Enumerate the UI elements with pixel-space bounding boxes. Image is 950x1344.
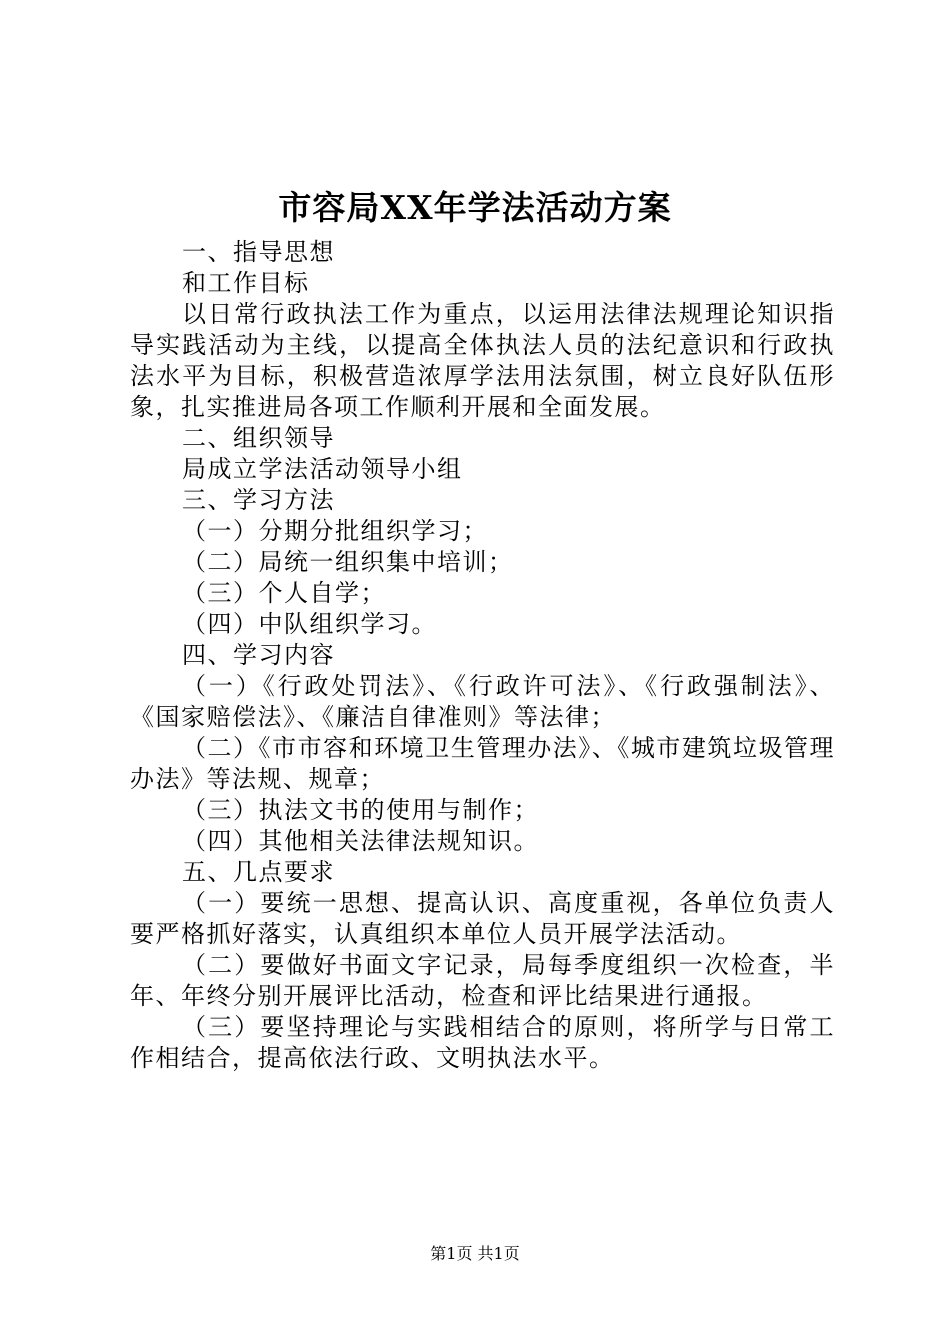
list-item-method-3: （三）个人自学； [182, 579, 386, 607]
list-item-content-1: （一）《行政处罚法》、《行政许可法》、《行政强制法》、《国家赔偿法》、《廉洁自律准则》等法律； [130, 672, 835, 731]
list-item-method-2: （二）局统一组织集中培训； [182, 548, 514, 576]
list-item-content-2: （二）《市市容和环境卫生管理办法》、《城市建筑垃圾管理办法》等法规、规章； [130, 734, 835, 793]
list-item-content-4: （四）其他相关法律法规知识。 [182, 827, 539, 855]
list-item-method-1: （一）分期分批组织学习； [182, 517, 488, 545]
section-subheading-work-goals: 和工作目标 [182, 269, 310, 297]
list-item-requirement-3: （三）要坚持理论与实践相结合的原则，将所学与日常工作相结合，提高依法行政、文明执法水平。 [130, 1013, 835, 1072]
section-heading-organization: 二、组织领导 [182, 424, 335, 452]
list-item-requirement-2: （二）要做好书面文字记录，局每季度组织一次检查，半年、年终分别开展评比活动，检查和评比结果进行通报。 [130, 951, 835, 1010]
paragraph-goals: 以日常行政执法工作为重点，以运用法律法规理论知识指导实践活动为主线，以提高全体执法人员的法纪意识和行政执法水平为目标，积极营造浓厚学法用法氛围，树立良好队伍形象，扎实推进局各项工作顺利开展和全面发展。 [130, 300, 835, 421]
document-body [130, 237, 835, 1074]
section-heading-study-methods: 三、学习方法 [182, 486, 335, 514]
list-item-requirement-1: （一）要统一思想、提高认识、高度重视，各单位负责人要严格抓好落实，认真组织本单位人员开展学法活动。 [130, 889, 835, 948]
document-title: 市容局XX年学法活动方案 [278, 188, 672, 227]
section-heading-study-content: 四、学习内容 [182, 641, 335, 669]
page-footer: 第1页 共1页 [430, 1244, 520, 1263]
section-heading-requirements: 五、几点要求 [182, 858, 335, 886]
list-item-content-3: （三）执法文书的使用与制作； [182, 796, 539, 824]
section-heading-guiding-thought: 一、指导思想 [182, 238, 335, 266]
list-item-method-4: （四）中队组织学习。 [182, 610, 437, 638]
paragraph-organization: 局成立学法活动领导小组 [182, 455, 463, 483]
